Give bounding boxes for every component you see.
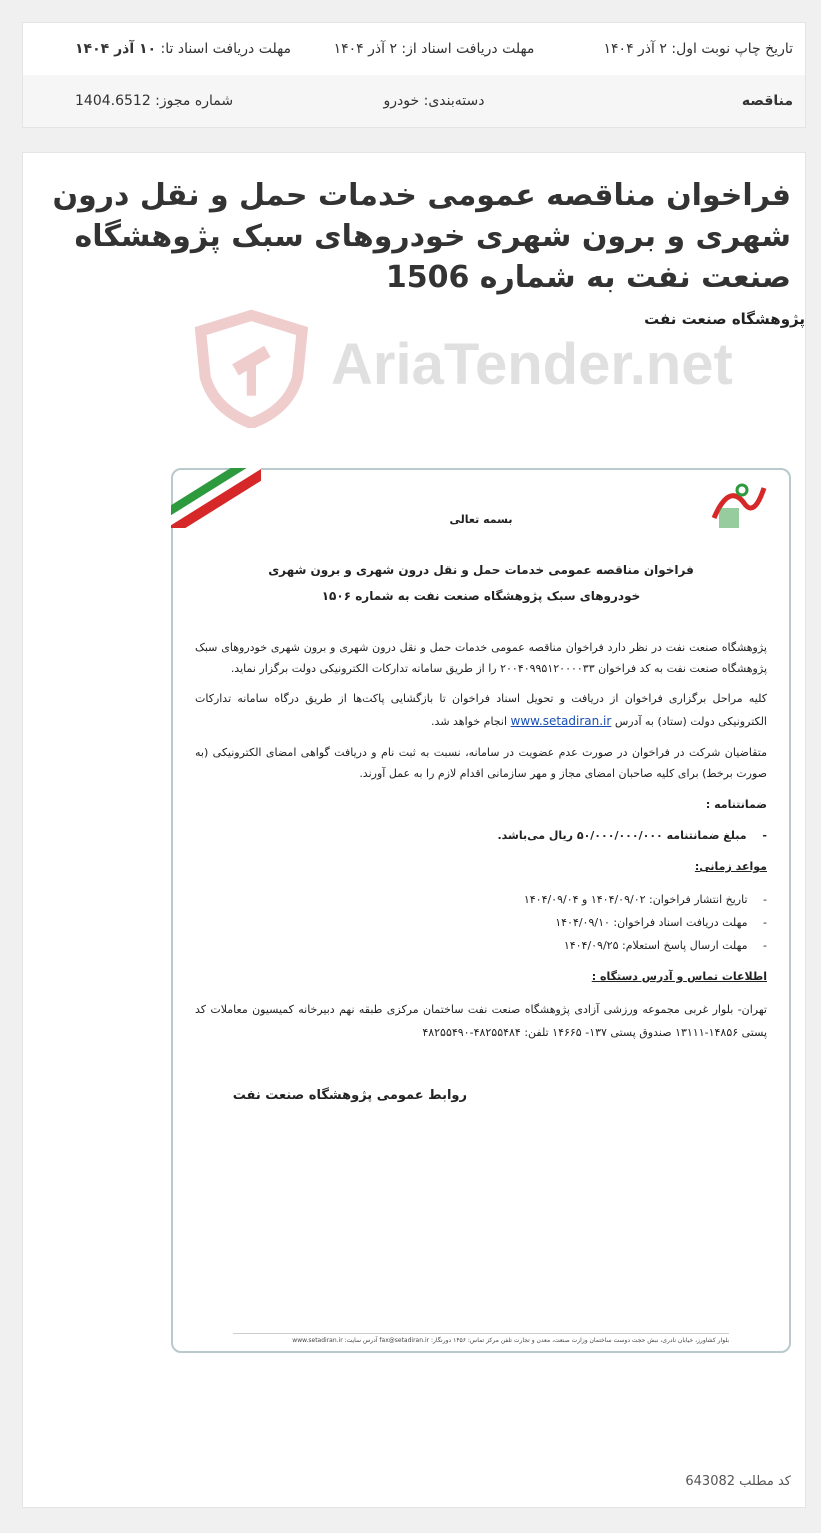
guarantee-amount: - مبلغ ضمانتنامه ۵۰/۰۰۰/۰۰۰/۰۰۰ ریال می‌باشد. — [195, 826, 767, 847]
contact-address: تهران- بلوار غربی مجموعه ورزشی آزادی پژوهشگاه صنعت نفت ساختمان مرکزی طبقه نهم دبیرخانه کمیسیون معاملات کد پستی ۱۴۸۵۶-۱۳۱۱۱ صندوق پستی ۱۳۷- ۱۴۶۶۵ تلفن: ۴۸۲۵۵۴۸۴-۴۸۲۵۵۴۹۰ — [195, 1002, 767, 1039]
doc-from-date: مهلت دریافت اسناد از: ۲ آذر ۱۴۰۴ — [333, 41, 535, 57]
bismillah: بسمه تعالی — [449, 513, 513, 526]
document-heading: فراخوان مناقصه عمومی خدمات حمل و نقل درون شهری و برون شهری خودروهای سبک پژوهشگاه صنعت نفت به شماره ۱۵۰۶ — [268, 562, 694, 604]
guarantee-heading: ضمانتنامه : — [705, 798, 767, 812]
tender-type-label: مناقصه — [741, 93, 793, 109]
watermark — [191, 308, 791, 428]
contact-heading: اطلاعات تماس و آدرس دستگاه : — [591, 969, 767, 983]
doc-to-label: مهلت دریافت اسناد تا: — [156, 41, 292, 57]
date-item: - مهلت دریافت اسناد فراخوان: ۱۴۰۴/۰۹/۱۰ — [195, 911, 767, 934]
dates-heading: مواعد زمانی: — [694, 859, 767, 873]
iran-flag-icon — [171, 468, 261, 528]
license-number: شماره مجوز: 1404.6512 — [75, 93, 234, 109]
dates-list — [195, 888, 767, 957]
meta-row-dates — [23, 23, 805, 75]
guarantee-list — [195, 826, 767, 847]
tender-meta — [22, 22, 806, 128]
date-item: - تاریخ انتشار فراخوان: ۱۴۰۴/۰۹/۰۲ و ۱۴۰۴/۰۹/۰۴ — [195, 888, 767, 911]
organization-name: پژوهشگاه صنعت نفت — [644, 310, 805, 328]
setadiran-link[interactable]: www.setadiran.ir — [510, 714, 612, 729]
meta-row-info — [23, 75, 805, 127]
tender-type — [554, 93, 793, 109]
setad-logo-icon — [709, 478, 769, 533]
tender-content — [22, 152, 806, 1508]
page-title: فراخوان مناقصه عمومی خدمات حمل و نقل درون شهری و برون شهری خودروهای سبک پژوهشگاه صنعت نفت به شماره 1506 — [52, 178, 791, 295]
doc-to-date — [35, 41, 314, 57]
date-item: - مهلت ارسال پاسخ استعلام: ۱۴۰۴/۰۹/۲۵ — [195, 934, 767, 957]
paragraph-2-text: کلیه مراحل برگزاری فراخوان از دریافت و تحویل اسناد فراخوان تا بازگشایی پاکت‌ها از طریق درگاه سامانه تدارکات الکترونیکی دولت (ستاد) به آدرس — [195, 692, 767, 729]
paragraph-2-end: انجام خواهد شد. — [431, 715, 508, 729]
post-code: کد مطلب 643082 — [685, 1474, 791, 1489]
document-footer: بلوار کشاورز، خیابان نادری، نبش حجت دوست ساختمان وزارت صنعت، معدن و تجارت تلفن مرکز تماس: ۱۴۵۶ دورنگار: fax@setadiran.ir آدرس سایت: www.setadiran.ir — [233, 1333, 729, 1345]
paragraph-3: متقاضیان شرکت در فراخوان در صورت عدم عضویت در سامانه، نسبت به ثبت نام و دریافت گواهی امضای الکترونیکی (به صورت برخط) برای کلیه صاحبان امضای مجاز و مهر سازمانی اقدام لازم را به عمل آورند. — [195, 746, 767, 781]
watermark-text: AriaTender.net — [331, 332, 733, 397]
tender-document-image — [171, 468, 791, 1353]
paragraph-2 — [195, 689, 767, 733]
watermark-shield-icon — [191, 308, 321, 428]
signature: روابط عمومی پژوهشگاه صنعت نفت — [232, 1088, 467, 1104]
doc-to-value: ۱۰ آذر ۱۴۰۴ — [75, 41, 157, 57]
first-print-date: تاریخ چاپ نوبت اول: ۲ آذر ۱۴۰۴ — [603, 41, 793, 57]
category[interactable]: دسته‌بندی: خودرو — [383, 93, 485, 109]
paragraph-1: پژوهشگاه صنعت نفت در نظر دارد فراخوان مناقصه عمومی خدمات حمل و نقل درون شهری و برون شهری خودروهای سبک پژوهشگاه صنعت نفت به کد فراخوان ۲۰۰۴۰۹۹۵۱۲۰۰۰۰۳۳ را از طریق سامانه تدارکات الکترونیکی دولت برگزار نماید. — [195, 640, 767, 675]
